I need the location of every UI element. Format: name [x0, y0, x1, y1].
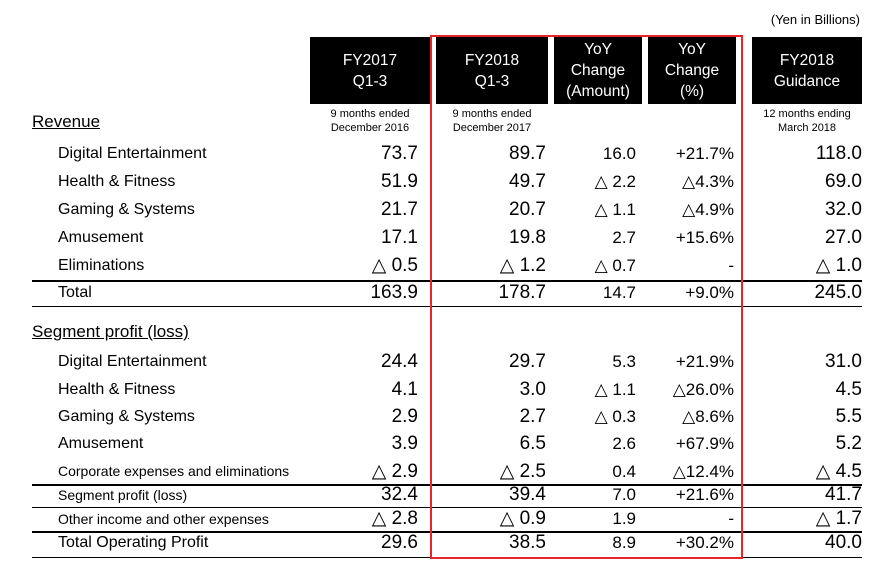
subheader-fy2018: 9 months ended December 2017: [452, 108, 532, 134]
fy2017-value: 73.7: [381, 143, 418, 164]
table-row: [0, 430, 886, 457]
guidance-value: 5.2: [835, 433, 862, 454]
yoy-amount-value: △ 0.7: [594, 256, 636, 275]
fy2017-value: 24.4: [381, 351, 418, 372]
row-label: Amusement: [58, 229, 144, 246]
unit-label: (Yen in Billions): [770, 12, 860, 27]
header-yoy-amount: YoY Change (Amount): [554, 37, 642, 104]
fy2017-value: 2.9: [391, 406, 418, 427]
guidance-value: 5.5: [835, 406, 862, 427]
row-label: Digital Entertainment: [58, 145, 207, 162]
header-fy2017: FY2017 Q1-3: [310, 37, 430, 104]
yoy-pct-value: +30.2%: [675, 533, 734, 552]
fy2017-value: 4.1: [391, 379, 418, 400]
fy2017-value: 29.6: [381, 532, 418, 553]
yoy-amount-value: 0.4: [612, 462, 636, 481]
fy2017-value: 3.9: [391, 433, 418, 454]
yoy-pct-value: +21.7%: [675, 144, 734, 163]
header-fy2018: FY2018 Q1-3: [436, 37, 548, 104]
yoy-pct-value: +21.6%: [675, 485, 734, 504]
row-label: Eliminations: [58, 257, 145, 274]
yoy-pct-value: △26.0%: [672, 380, 734, 399]
row-label: Corporate expenses and eliminations: [58, 463, 290, 479]
fy2017-value: 17.1: [381, 227, 418, 248]
yoy-pct-value: +15.6%: [675, 228, 734, 247]
yoy-amount-value: △ 1.1: [594, 380, 636, 399]
subtotal-row: [0, 483, 886, 507]
fy2018-value: 3.0: [519, 379, 546, 400]
row-label: Total Operating Profit: [58, 534, 209, 551]
guidance-value: 118.0: [815, 143, 862, 164]
yoy-pct-value: +67.9%: [675, 434, 734, 453]
yoy-amount-value: 2.7: [612, 228, 636, 247]
row-label: Health & Fitness: [58, 173, 176, 190]
subheader-fy2017: 9 months ended December 2016: [330, 108, 410, 134]
yoy-amount-value: 5.3: [612, 352, 636, 371]
yoy-pct-value: △8.6%: [682, 407, 734, 426]
row-label: Other income and other expenses: [58, 511, 269, 527]
yoy-pct-value: -: [728, 256, 734, 275]
guidance-value: 69.0: [825, 171, 862, 192]
fy2017-value: △ 2.8: [371, 508, 418, 529]
yoy-amount-value: 16.0: [602, 144, 636, 163]
yoy-amount-value: △ 2.2: [594, 172, 636, 191]
table-row: [0, 252, 886, 279]
divider: [32, 557, 862, 558]
yoy-pct-value: △12.4%: [672, 462, 734, 481]
table-row: [0, 348, 886, 375]
divider: [32, 306, 862, 307]
table-row: [0, 224, 886, 251]
yoy-amount-value: 1.9: [612, 509, 636, 528]
table-row: [0, 458, 886, 485]
other-row: [0, 507, 886, 531]
subheader-guidance: 12 months ending March 2018: [763, 108, 851, 134]
row-label: Total: [58, 284, 92, 301]
guidance-value: 32.0: [825, 199, 862, 220]
row-label: Gaming & Systems: [58, 201, 195, 218]
fy2017-value: △ 2.9: [371, 461, 418, 482]
operating-profit-row: [0, 530, 886, 556]
yoy-pct-value: -: [728, 509, 734, 528]
row-label: Gaming & Systems: [58, 408, 195, 425]
guidance-value: △ 4.5: [815, 461, 862, 482]
fy2018-value: 2.7: [519, 406, 546, 427]
guidance-value: 4.5: [835, 379, 862, 400]
row-label: Amusement: [58, 435, 144, 452]
fy2017-value: 51.9: [381, 171, 418, 192]
revenue-section-title: Revenue: [32, 112, 101, 131]
fy2018-value: 49.7: [509, 171, 546, 192]
guidance-value: 27.0: [825, 227, 862, 248]
fy2018-value: △ 1.2: [499, 255, 546, 276]
guidance-value: 245.0: [814, 282, 862, 303]
header-yoy-pct: YoY Change (%): [648, 37, 736, 104]
row-label: Digital Entertainment: [58, 353, 207, 370]
table-row: [0, 140, 886, 167]
yoy-pct-value: +21.9%: [675, 352, 734, 371]
fy2018-value: 6.5: [519, 433, 546, 454]
fy2017-value: 163.9: [370, 282, 418, 303]
yoy-amount-value: 2.6: [612, 434, 636, 453]
header-guidance: FY2018 Guidance: [752, 37, 862, 104]
segment-section-title: Segment profit (loss): [32, 322, 189, 341]
fy2017-value: 32.4: [381, 484, 418, 505]
yoy-pct-value: +9.0%: [685, 283, 734, 302]
fy2018-value: 20.7: [509, 199, 546, 220]
yoy-pct-value: △4.3%: [682, 172, 734, 191]
table-row: [0, 168, 886, 195]
fy2018-value: △ 2.5: [499, 461, 546, 482]
yoy-amount-value: 14.7: [602, 283, 636, 302]
guidance-value: △ 1.0: [815, 255, 862, 276]
table-row: [0, 376, 886, 403]
fy2018-value: 178.7: [498, 282, 546, 303]
fy2018-value: 29.7: [509, 351, 546, 372]
yoy-pct-value: △4.9%: [682, 200, 734, 219]
fy2018-value: 38.5: [509, 532, 546, 553]
table-row: [0, 196, 886, 223]
yoy-amount-value: 7.0: [612, 485, 636, 504]
fy2018-value: △ 0.9: [499, 508, 546, 529]
fy2017-value: △ 0.5: [371, 255, 418, 276]
guidance-value: 31.0: [825, 351, 862, 372]
guidance-value: 40.0: [825, 532, 862, 553]
fy2018-value: 39.4: [509, 484, 546, 505]
table-row: [0, 403, 886, 430]
guidance-value: △ 1.7: [815, 508, 862, 529]
yoy-amount-value: △ 0.3: [594, 407, 636, 426]
guidance-value: 41.7: [825, 484, 862, 505]
fy2018-value: 89.7: [509, 143, 546, 164]
row-label: Health & Fitness: [58, 381, 176, 398]
fy2017-value: 21.7: [381, 199, 418, 220]
yoy-amount-value: △ 1.1: [594, 200, 636, 219]
total-row: [0, 279, 886, 306]
yoy-amount-value: 8.9: [612, 533, 636, 552]
row-label: Segment profit (loss): [58, 487, 188, 503]
fy2018-value: 19.8: [509, 227, 546, 248]
